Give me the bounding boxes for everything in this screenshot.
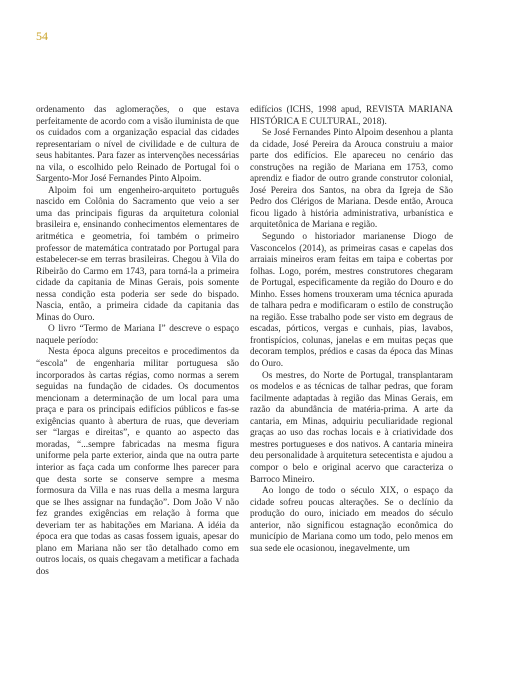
quote-paragraph: Nesta época alguns preceitos e procedimentos da “escola” de engenharia militar portuguesa são incorporados às cartas régias, como normas a serem seguidas na fundação de cidades. Os documentos mencionam a determinação de um local para uma praça e para os principais edifícios públicos e fas-se exigências quanto à abertura de ruas, que deveriam ser “largas e direitas”, e quanto ao aspecto das moradas, “...sempre fabricadas na mesma figura uniforme pela parte exterior, ainda que na outra parte interior as faça cada um conforme lhes parecer para que desta sorte se conserve sempre a mesma formosura da Villa e nas ruas della a mesma largura que se lhes assignar na fundação”. Dom João V não fez grandes exigências em relação à forma que deveriam ter as habitações em Mariana. A idéia da época era que todas as casas fossem iguais, apesar do plano em Mariana não ser tão detalhado como em outros locais, os quais chegavam a metificar a fachada dos <box>36 347 239 577</box>
paragraph: Os mestres, do Norte de Portugal, transplantaram os modelos e as técnicas de talhar pedras, que foram facilmente adaptadas à região das Minas Gerais, em razão da abundância de matéria-prima. A arte da cantaria, em Minas, adquiriu peculiaridade regional graças ao uso das rochas locais e à criatividade dos mestres portugueses e dos nativos. A cantaria mineira deu personalidade à arquitetura setecentista e ajudou a compor o belo e original acervo que caracteriza o Barroco Mineiro. <box>250 370 453 485</box>
paragraph: Ao longo de todo o século XIX, o espaço da cidade sofreu poucas alterações. Se o declínio da produção do ouro, iniciado em meados do século anterior, não significou estagnação econômica do município de Mariana como um todo, pelo menos em sua sede ele ocasionou, inegavelmente, um <box>250 486 453 554</box>
paragraph: edifícios (ICHS, 1998 apud, REVISTA MARIANA HISTÓRICA E CULTURAL, 2018). <box>250 105 453 127</box>
right-column <box>250 105 453 555</box>
paragraph: O livro “Termo de Mariana I” descreve o espaço naquele período: <box>36 324 239 346</box>
paragraph: ordenamento das aglomerações, o que estava perfeitamente de acordo com a visão iluminista de que os cuidados com a organização espacial das cidades representariam o nível de civilidade e de cultura de seus habitantes. Para fazer as intervenções necessárias na vila, o escolhido pelo Reinado de Portugal foi o Sargento-Mor José Fernandes Pinto Alpoim. <box>36 105 239 185</box>
left-column <box>36 105 239 578</box>
paragraph: Segundo o historiador marianense Diogo de Vasconcelos (2014), as primeiras casas e capelas dos arraiais mineiros eram feitas em taipa e cobertas por folhas. Logo, porém, mestres construtores chegaram de Portugal, especificamente da região do Douro e do Minho. Esses homens trouxeram uma técnica apurada de talhara pedra e modificaram o estilo de construção na região. Esse trabalho pode ser visto em degraus de escadas, pórticos, vergas e cunhais, pias, lavabos, frontispícios, colunas, janelas e em muitas peças que decoram templos, prédios e casas da época das Minas do Ouro. <box>250 232 453 370</box>
paragraph: Se José Fernandes Pinto Alpoim desenhou a planta da cidade, José Pereira da Arouca construiu a maior parte dos edifícios. Ele apareceu no cenário das construções na região de Mariana em 1753, como aprendiz e fiador de outro grande construtor colonial, José Pereira dos Santos, na obra da Igreja de São Pedro dos Clérigos de Mariana. Desde então, Arouca ficou ligado à história administrativa, urbanística e arquitetônica de Mariana e região. <box>250 128 453 231</box>
paragraph: Alpoim foi um engenheiro-arquiteto português nascido em Colônia do Sacramento que veio a ser uma das principais figuras da arquitetura colonial brasileira e, ensinando conhecimentos elementares de aritmética e geometria, foi também o primeiro professor de matemática contratado por Portugal para estabelecer-se em terras brasileiras. Chegou à Vila do Ribeirão do Carmo em 1743, para torná-la a primeira cidade da capitania de Minas Gerais, pois somente nessa condição esta poderia ser sede do bispado. Nascia, então, a primeira cidade da capitania das Minas do Ouro. <box>36 185 239 323</box>
page-number: 54 <box>36 29 48 43</box>
